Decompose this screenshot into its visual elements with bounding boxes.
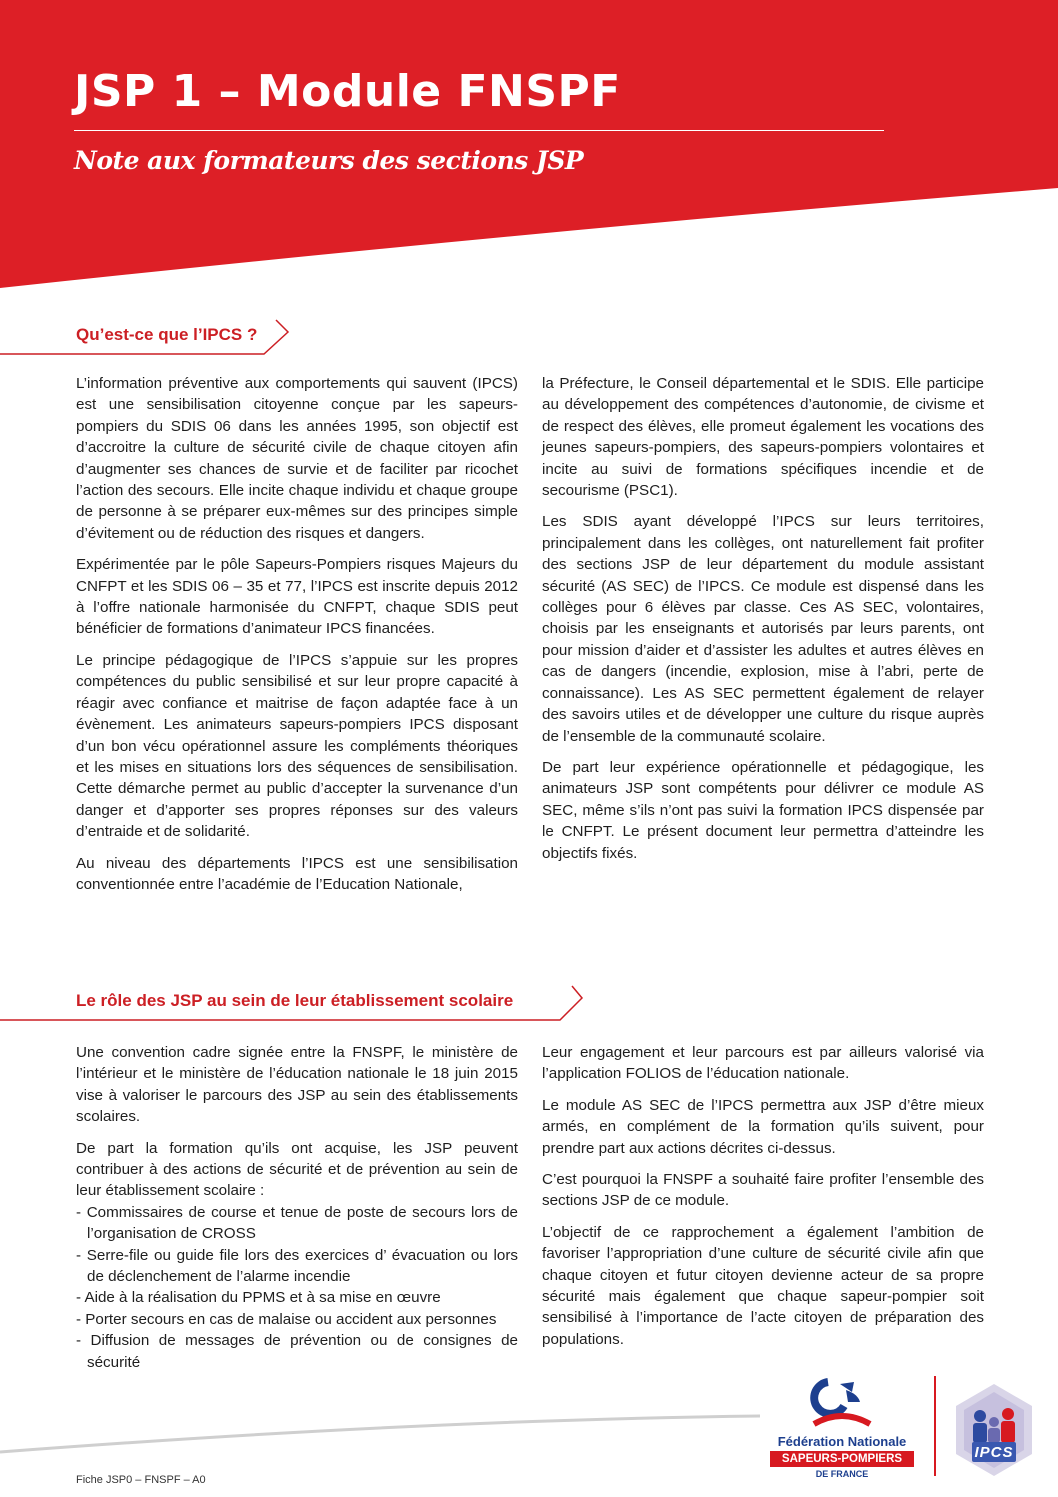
paragraph: Le principe pédagogique de l’IPCS s’appuie sur les propres compétences du public sensibilisé et sur leur propre capacité à réagir avec confiance et maitrise de façon adaptée face à un évènement. Les animateurs sapeurs-pompiers IPCS disposant d’un bon vécu opérationnel assure les compléments théoriques et les mises en situations lors des séquences de sensibilisation. Cette démarche permet au public d’accepter la survenance d’un danger et d’apporter ses propres réponses sur des valeurs d’entraide et de solidarité. — [76, 651, 518, 841]
logo-band: SAPEURS-POMPIERS — [770, 1451, 914, 1467]
section-heading-label: Le rôle des JSP au sein de leur établissement scolaire — [76, 991, 514, 1010]
fnspf-emblem-icon — [762, 1372, 922, 1434]
logo-divider — [934, 1376, 936, 1476]
section-heading-jsp-role — [0, 982, 590, 1022]
document-subtitle: Note aux formateurs des sections JSP — [74, 146, 584, 175]
paragraph: Leur engagement et leur parcours est par ailleurs valorisé via l’application FOLIOS de l’éducation nationale. — [542, 1044, 984, 1083]
section-heading-ipcs — [0, 316, 300, 356]
paragraph: De part leur expérience opérationnelle et pédagogique, les animateurs JSP sont compétents pour délivrer ce module AS SEC, même s’ils n’ont pas suivi la formation IPCS dispensée par le CNFPT. Le présent document leur permettra d’atteindre les objectifs fixés. — [542, 758, 984, 862]
paragraph: L’information préventive aux comportements qui sauvent (IPCS) est une sensibilisation citoyenne conçue par les sapeurs-pompiers du SDIS 06 dans les années 1995, son objectif est d’accroitre la culture de sécurité civile de chaque citoyen afin d’augmenter ses chances de survie et de faciliter par ricochet l’action des secours. Elle incite chaque individu et chaque groupe de personne à se préparer eux-mêmes sur des principes simple d’évitement ou de réduction des risques et dangers. — [76, 375, 518, 542]
section1-left-column — [76, 373, 518, 905]
section2-left-column — [76, 1042, 518, 1373]
paragraph: C’est pourquoi la FNSPF a souhaité faire profiter l’ensemble des sections JSP de ce module. — [542, 1171, 984, 1210]
list-item: - Porter secours en cas de malaise ou accident aux personnes — [76, 1310, 497, 1328]
list-item: - Serre-file ou guide file lors des exercices d’ évacuation ou lors de déclenchement de l’alarme incendie — [76, 1246, 518, 1286]
section2-right-column — [542, 1042, 984, 1360]
ipcs-hexagon-icon — [952, 1382, 1036, 1478]
paragraph: De part la formation qu’ils ont acquise, les JSP peuvent contribuer à des actions de sécurité et de prévention au sein de leur établissement scolaire : — [76, 1139, 518, 1200]
paragraph: Une convention cadre signée entre la FNSPF, le ministère de l’intérieur et le ministère de l’éducation nationale le 18 juin 2015 vise à valoriser le parcours des JSP au sein des établissements scolaires. — [76, 1044, 518, 1126]
ipcs-logo — [952, 1382, 1036, 1478]
list-item: - Diffusion de messages de prévention ou de consignes de sécurité — [76, 1332, 518, 1371]
document-title: JSP 1 – Module FNSPF — [74, 66, 621, 117]
list-item: - Aide à la réalisation du PPMS et à sa mise en œuvre — [76, 1289, 441, 1307]
section1-right-column — [542, 373, 984, 874]
list-item: - Commissaires de course et tenue de poste de secours lors de l’organisation de CROSS — [76, 1203, 518, 1243]
bullet-list — [76, 1202, 518, 1373]
fnspf-logo — [762, 1372, 922, 1490]
title-divider — [74, 130, 884, 131]
paragraph: Les SDIS ayant développé l’IPCS sur leurs territoires, principalement dans les collèges, ont naturellement fait profiter des sections JSP de leur département du module assistant sécurité (AS SEC) de l’IPCS. Ce module est dispensé dans les collèges pour 6 élèves par classe. Ces AS SEC, volontaires, choisis par les enseignants et autorisés par leurs parents, ont pour mission d’aider et d’assister les adultes et autres élèves en cas de dangers (incendie, explosion, mise à l’abri, perte de connaissance). Les AS SEC permettent également de relayer des savoirs utiles et de développer une culture du risque auprès de l’ensemble de la communauté scolaire. — [542, 513, 984, 745]
paragraph: la Préfecture, le Conseil départemental et le SDIS. Elle participe au développement des compétences d’autonomie, de civisme et de respect des élèves, elle promeut également les vocations des jeunes sapeurs-pompiers, des sapeurs-pompiers volontaires et incite au suivi de formations spécifiques incendie et de secourisme (PSC1). — [542, 375, 984, 500]
section-heading-label: Qu’est-ce que l’IPCS ? — [76, 325, 258, 344]
paragraph: Au niveau des départements l’IPCS est une sensibilisation conventionnée entre l’académie de l’Education Nationale, — [76, 854, 518, 893]
ipcs-logo-text: IPCS — [974, 1444, 1014, 1461]
logo-name: Fédération Nationale — [777, 1434, 907, 1449]
footer-reference: Fiche JSP0 – FNSPF – A0 — [76, 1474, 206, 1486]
paragraph: Le module AS SEC de l’IPCS permettra aux JSP d’être mieux armés, en complément de la formation qu’ils suivent, pour prendre part aux actions décrites ci-dessus. — [542, 1096, 984, 1157]
logo-subtext: DE FRANCE — [815, 1469, 869, 1479]
paragraph: L’objectif de ce rapprochement a également l’ambition de favoriser l’appropriation d’une culture de sécurité civile afin que chaque citoyen et futur citoyen devienne acteur de sa propre sécurité mais également que chaque sapeur-pompier soit sensibilisé à l’importance de l’acte citoyen de préparation des populations. — [542, 1223, 984, 1348]
paragraph: Expérimentée par le pôle Sapeurs-Pompiers risques Majeurs du CNFPT et les SDIS 06 – 35 et 77, l’IPCS est inscrite depuis 2012 à l’offre nationale harmonisée du CNFPT, chaque SDIS peut bénéficier de formations d’animateur IPCS financées. — [76, 556, 518, 638]
